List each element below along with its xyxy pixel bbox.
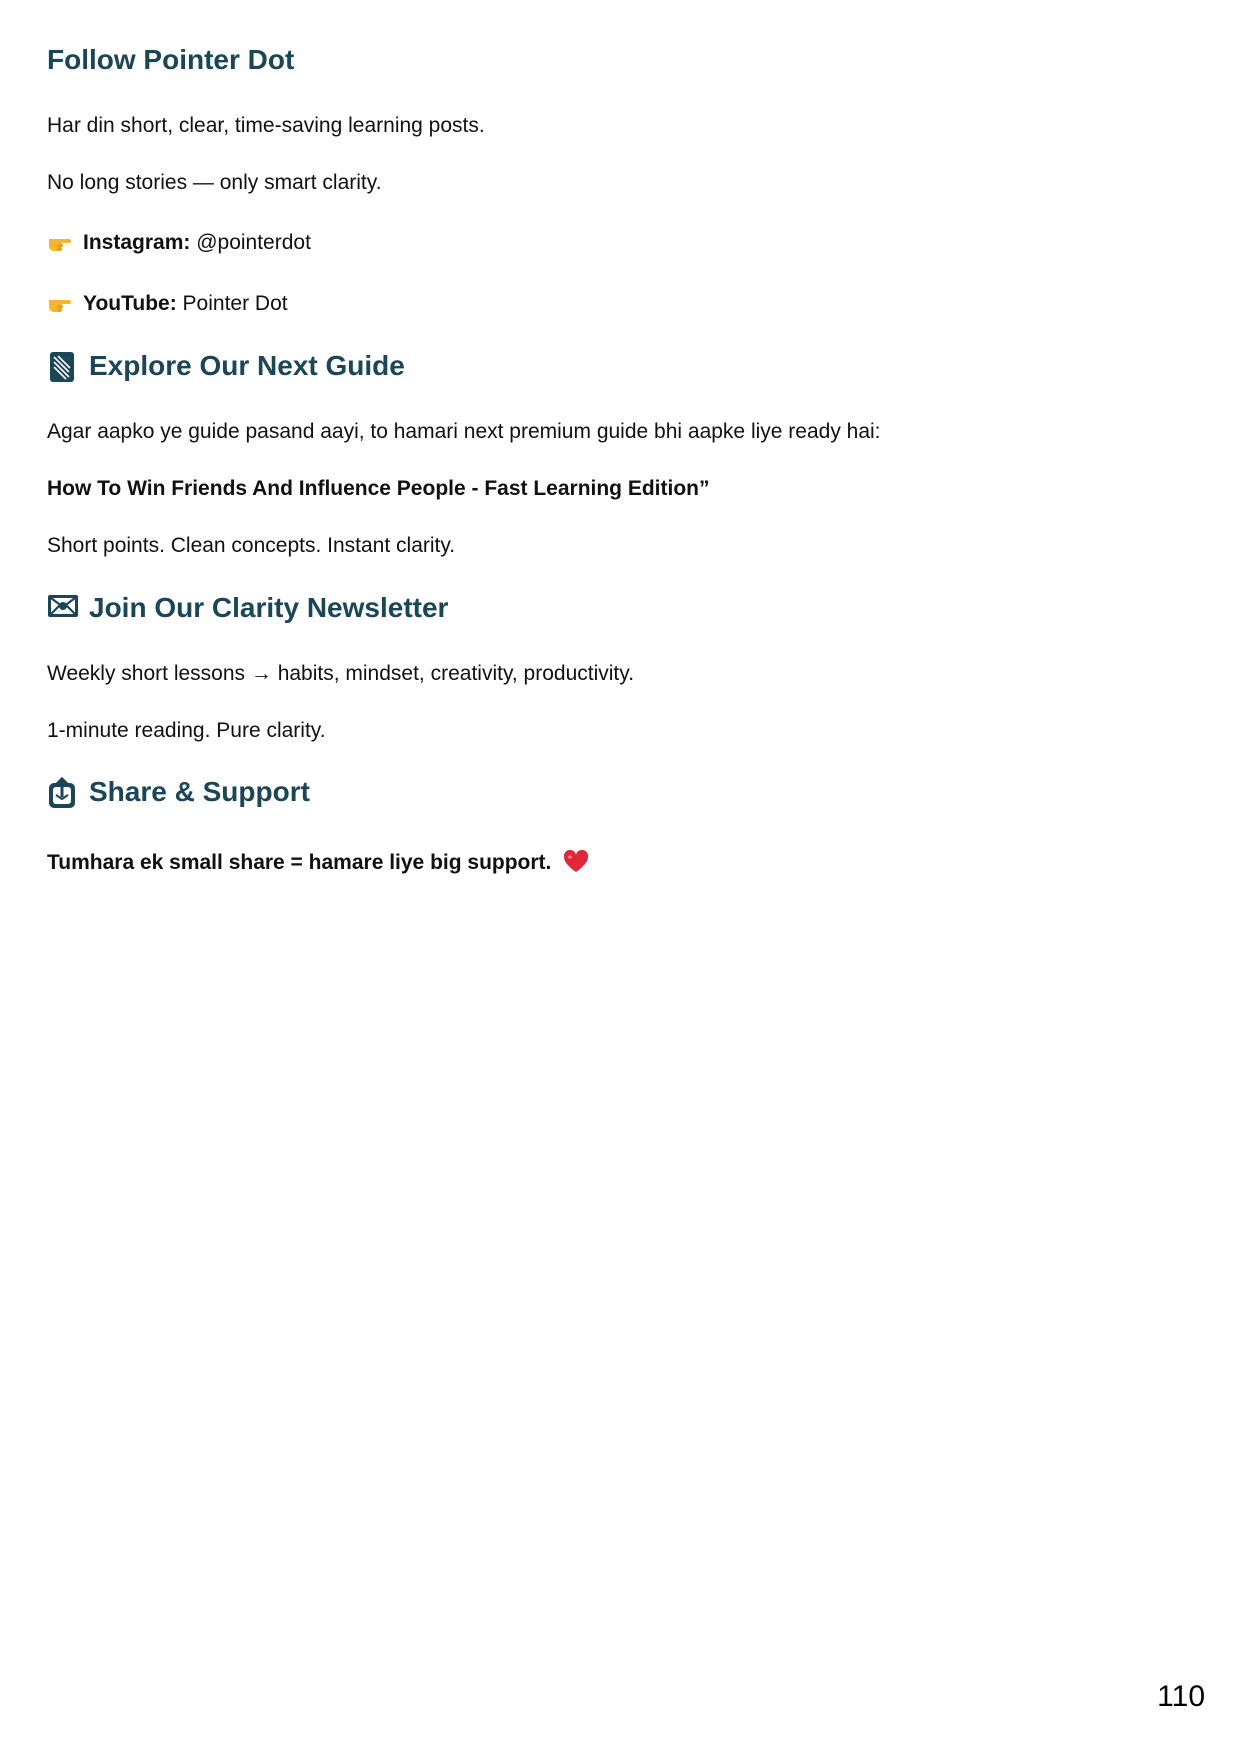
follow-heading bbox=[47, 44, 294, 76]
pointing-hand-icon bbox=[47, 230, 73, 254]
heart-icon bbox=[563, 850, 589, 874]
page-number: 110 bbox=[1157, 1680, 1205, 1713]
explore-line-3: Short points. Clean concepts. Instant clarity. bbox=[47, 534, 456, 557]
newsletter-line-2: 1-minute reading. Pure clarity. bbox=[47, 719, 326, 742]
youtube-line bbox=[47, 291, 288, 317]
share-heading-text: Share & Support bbox=[89, 776, 310, 807]
share-line-text: Tumhara ek small share = hamare liye big support. bbox=[47, 851, 552, 874]
share-icon bbox=[47, 777, 77, 807]
follow-line-2: No long stories — only smart clarity. bbox=[47, 171, 382, 194]
envelope-icon bbox=[47, 593, 77, 623]
share-line bbox=[47, 850, 589, 876]
instagram-line bbox=[47, 230, 311, 256]
share-heading bbox=[47, 776, 310, 808]
book-title: How To Win Friends And Influence People - Fast Learning Edition” bbox=[47, 477, 710, 500]
pointing-hand-icon bbox=[47, 291, 73, 315]
instagram-handle: @pointerdot bbox=[190, 231, 311, 254]
youtube-label: YouTube: bbox=[83, 292, 177, 315]
newsletter-line-1: Weekly short lessons → habits, mindset, creativity, productivity. bbox=[47, 662, 635, 685]
newsletter-heading bbox=[47, 592, 448, 624]
explore-heading-text: Explore Our Next Guide bbox=[89, 350, 405, 381]
instagram-label: Instagram: bbox=[83, 231, 191, 254]
notebook-icon bbox=[47, 351, 77, 381]
follow-heading-text: Follow Pointer Dot bbox=[47, 44, 295, 75]
newsletter-heading-text: Join Our Clarity Newsletter bbox=[89, 592, 449, 623]
explore-line-1: Agar aapko ye guide pasand aayi, to hamari next premium guide bhi aapke liye ready hai: bbox=[47, 420, 881, 443]
explore-heading bbox=[47, 350, 405, 382]
youtube-channel: Pointer Dot bbox=[176, 292, 288, 315]
follow-line-1: Har din short, clear, time-saving learning posts. bbox=[47, 114, 485, 137]
